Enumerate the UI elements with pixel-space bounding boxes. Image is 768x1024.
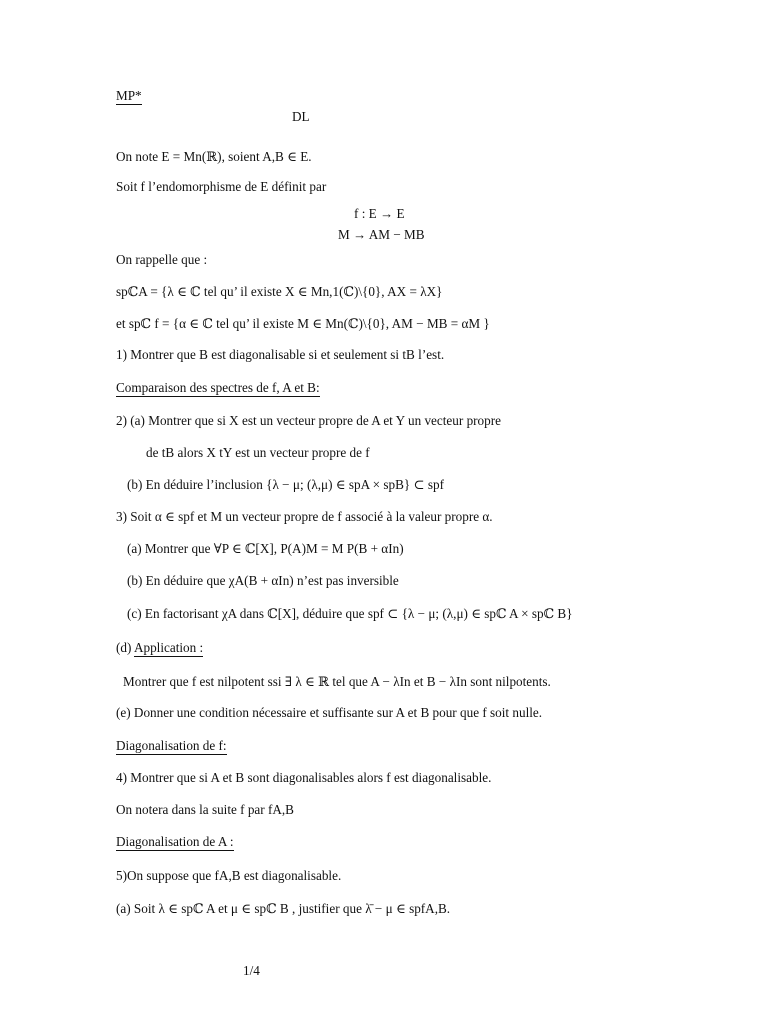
question-3d: Montrer que f est nilpotent ssi ∃ λ ∈ ℝ tel que A − λIn et B − λIn sont nilpotents. xyxy=(123,674,551,689)
question-5a: (a) Soit λ ∈ spℂ A et μ ∈ spℂ B , justifier que λ̄ − μ ∈ spfA,B. xyxy=(116,901,451,916)
question-4: 4) Montrer que si A et B sont diagonalisables alors f est diagonalisable. xyxy=(116,770,492,785)
section-diag-a: Diagonalisation de A : xyxy=(116,834,234,849)
section-comparaison: Comparaison des spectres de f, A et B: xyxy=(116,380,320,395)
question-3b: (b) En déduire que χA(B + αIn) n’est pas inversible xyxy=(127,573,399,588)
map-definition-2: M → AM − MB xyxy=(338,227,425,242)
question-3e: (e) Donner une condition nécessaire et suffisante sur A et B pour que f soit nulle. xyxy=(116,705,543,720)
class-label: MP* xyxy=(116,88,142,103)
question-3d-heading: (d) Application : xyxy=(116,640,204,655)
question-3a: (a) Montrer que ∀P ∈ ℂ[X], P(A)M = M P(B + αIn) xyxy=(127,541,404,556)
section-diag-f: Diagonalisation de f: xyxy=(116,738,227,753)
map-definition-1: f : E → E xyxy=(354,206,405,221)
question-3c: (c) En factorisant χA dans ℂ[X], déduire que spf ⊂ {λ − μ; (λ,μ) ∈ spℂ A × spℂ B} xyxy=(127,606,573,621)
question-2b: (b) En déduire l’inclusion {λ − μ; (λ,μ) ∈ spA × spB} ⊂ spf xyxy=(127,477,445,492)
question-2a-line-2: de tB alors X tY est un vecteur propre de f xyxy=(146,445,370,460)
section-application: Application : xyxy=(133,640,204,655)
notation-note: On notera dans la suite f par fA,B xyxy=(116,802,294,817)
intro-line-1: On note E = Mn(ℝ), soient A,B ∈ E. xyxy=(116,149,312,164)
question-1: 1) Montrer que B est diagonalisable si et seulement si tB l’est. xyxy=(116,347,445,362)
recall-line: On rappelle que : xyxy=(116,252,208,267)
question-5-intro: 5)On suppose que fA,B est diagonalisable. xyxy=(116,868,342,883)
document-title: DL xyxy=(292,109,310,124)
question-2a-line-1: 2) (a) Montrer que si X est un vecteur propre de A et Y un vecteur propre xyxy=(116,413,501,428)
spectrum-f-definition: et spℂ f = {α ∈ ℂ tel qu’ il existe M ∈ Mn(ℂ)\{0}, AM − MB = αM } xyxy=(116,316,490,331)
page-number: 1/4 xyxy=(243,963,260,978)
question-3-intro: 3) Soit α ∈ spf et M un vecteur propre de f associé à la valeur propre α. xyxy=(116,509,493,524)
intro-line-2: Soit f l’endomorphisme de E définit par xyxy=(116,179,327,194)
spectrum-a-definition: spℂA = {λ ∈ ℂ tel qu’ il existe X ∈ Mn,1(ℂ)\{0}, AX = λX} xyxy=(116,284,443,299)
